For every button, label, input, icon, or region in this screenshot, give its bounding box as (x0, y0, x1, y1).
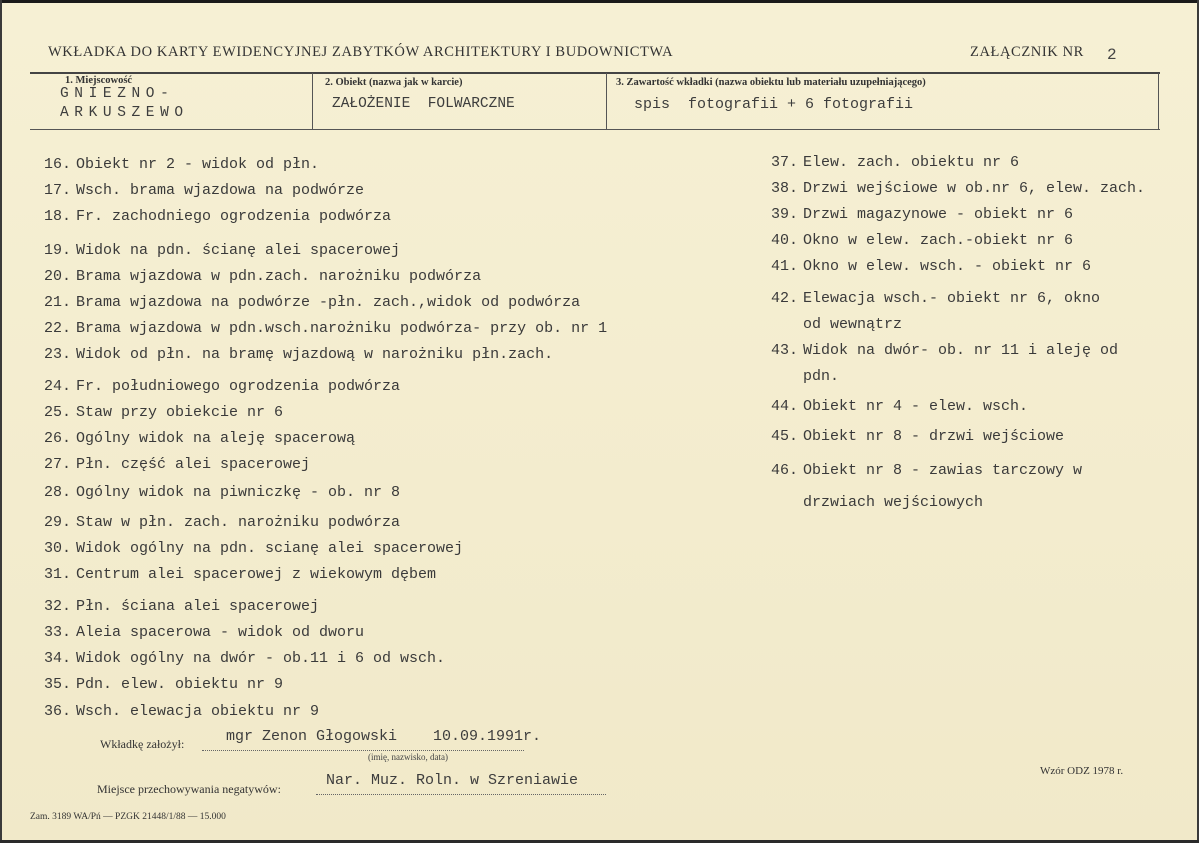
entry-text: Fr. zachodniego ogrodzenia podwórza (76, 208, 392, 225)
left-list-item (33, 346, 553, 363)
storage-value: Nar. Muz. Roln. w Szreniawie (326, 772, 579, 789)
entry-text: Okno w elew. zach.-obiekt nr 6 (803, 232, 1074, 249)
annex-number: 2 (1107, 46, 1117, 64)
left-list-item (33, 703, 319, 720)
object-value: ZAŁOŻENIE FOLWARCZNE (332, 96, 515, 112)
left-list-item (33, 404, 283, 421)
content-label: 3. Zawartość wkładki (nazwa obiektu lub materiału uzupełniającego) (616, 77, 926, 88)
entry-number: 37. (770, 154, 798, 171)
entry-text: Drzwi magazynowe - obiekt nr 6 (803, 206, 1074, 223)
entry-text: Brama wjazdowa w pdn.wsch.narożniku podwórza- przy ob. nr 1 (76, 320, 608, 337)
entry-number: 39. (770, 206, 798, 223)
entry-text: Drzwi wejściowe w ob.nr 6, elew. zach. (803, 180, 1146, 197)
left-list-item (33, 156, 319, 173)
annex-label: ZAŁĄCZNIK NR (970, 44, 1084, 60)
entry-number: 29. (43, 514, 71, 531)
entry-text: Płn. część alei spacerowej (76, 456, 311, 473)
entry-number: 42. (770, 290, 798, 307)
entry-number: 34. (43, 650, 71, 667)
entry-text: Elew. zach. obiektu nr 6 (803, 154, 1020, 171)
entry-text: Obiekt nr 8 - zawias tarczowy w (803, 462, 1083, 479)
entry-text: Aleia spacerowa - widok od dworu (76, 624, 365, 641)
entry-number: 19. (43, 242, 71, 259)
author-label: Wkładkę założył: (100, 737, 185, 751)
entry-number: 16. (43, 156, 71, 173)
entry-number: 22. (43, 320, 71, 337)
entry-number: 27. (43, 456, 71, 473)
left-list-item (33, 650, 445, 667)
entry-text: Widok od płn. na bramę wjazdową w narożniku płn.zach. (76, 346, 554, 363)
right-list-item (760, 258, 1091, 275)
left-list-item (33, 676, 283, 693)
entry-number: 44. (770, 398, 798, 415)
entry-number: 32. (43, 598, 71, 615)
right-list-item (760, 368, 839, 385)
left-list-item (33, 566, 436, 583)
locality-value-line1: GNIEZNO- (60, 86, 175, 102)
left-list-item (33, 320, 607, 337)
entry-text: Okno w elew. wsch. - obiekt nr 6 (803, 258, 1092, 275)
right-list-item (760, 428, 1064, 445)
author-caption: (imię, nazwisko, data) (368, 752, 448, 762)
field-box-top-rule (30, 72, 1160, 74)
content-value: spis fotografii + 6 fotografii (634, 96, 914, 113)
entry-number: 18. (43, 208, 71, 225)
left-list-item (33, 598, 319, 615)
entry-text: Obiekt nr 8 - drzwi wejściowe (803, 428, 1065, 445)
entry-number: 43. (770, 342, 798, 359)
print-info: Zam. 3189 WA/Pń — PZGK 21448/1/88 — 15.000 (30, 812, 226, 822)
right-list-item (760, 180, 1145, 197)
entry-number: 38. (770, 180, 798, 197)
left-list-item (33, 378, 400, 395)
entry-text: Widok ogólny na dwór - ob.11 i 6 od wsch. (76, 650, 446, 667)
field-divider-right (1158, 73, 1159, 129)
left-list-item (33, 540, 463, 557)
entry-text: od wewnątrz (803, 316, 903, 333)
entry-text: Obiekt nr 4 - elew. wsch. (803, 398, 1029, 415)
page-edge-left (0, 0, 2, 843)
entry-number: 36. (43, 703, 71, 720)
left-list-item (33, 208, 391, 225)
entry-number: 30. (43, 540, 71, 557)
storage-label: Miejsce przechowywania negatywów: (97, 782, 281, 796)
entry-text: drzwiach wejściowych (803, 494, 984, 511)
entry-text: Brama wjazdowa na podwórze -płn. zach.,widok od podwórza (76, 294, 581, 311)
entry-text: Płn. ściana alei spacerowej (76, 598, 320, 615)
right-list-item (760, 290, 1100, 307)
left-list-item (33, 268, 481, 285)
left-list-item (33, 456, 310, 473)
right-list-item (760, 342, 1118, 359)
author-value: mgr Zenon Głogowski 10.09.1991r. (226, 728, 542, 745)
right-list-item (760, 206, 1073, 223)
field-divider-1 (312, 73, 313, 129)
field-box-bottom-rule (30, 129, 1160, 130)
entry-text: pdn. (803, 368, 840, 385)
form-title: WKŁADKA DO KARTY EWIDENCYJNEJ ZABYTKÓW ARCHITEKTURY I BUDOWNICTWA (48, 44, 674, 60)
entry-number: 21. (43, 294, 71, 311)
entry-text: Obiekt nr 2 - widok od płn. (76, 156, 320, 173)
locality-label: 1. Miejscowość (65, 75, 133, 86)
entry-text: Ogólny widok na piwniczkę - ob. nr 8 (76, 484, 401, 501)
entry-number: 46. (770, 462, 798, 479)
right-list-item (760, 232, 1073, 249)
entry-number: 28. (43, 484, 71, 501)
entry-number: 35. (43, 676, 71, 693)
left-list-item (33, 624, 364, 641)
right-list-item (760, 462, 1082, 479)
entry-text: Widok na pdn. ścianę alei spacerowej (76, 242, 401, 259)
left-list-item (33, 182, 364, 199)
entry-text: Centrum alei spacerowej z wiekowym dębem (76, 566, 437, 583)
entry-text: Widok ogólny na pdn. scianę alei spacerowej (76, 540, 464, 557)
entry-number: 23. (43, 346, 71, 363)
entry-text: Brama wjazdowa w pdn.zach. narożniku podwórza (76, 268, 482, 285)
form-template-note: Wzór ODZ 1978 r. (1040, 765, 1124, 777)
entry-number: 24. (43, 378, 71, 395)
entry-text: Widok na dwór- ob. nr 11 i aleję od (803, 342, 1119, 359)
left-list-item (33, 484, 400, 501)
field-divider-2 (606, 73, 607, 129)
entry-number: 45. (770, 428, 798, 445)
entry-text: Elewacja wsch.- obiekt nr 6, okno (803, 290, 1101, 307)
entry-number: 41. (770, 258, 798, 275)
left-list-item (33, 514, 400, 531)
left-list-item (33, 294, 580, 311)
left-list-item (33, 242, 400, 259)
entry-number: 20. (43, 268, 71, 285)
right-list-item (760, 398, 1028, 415)
entry-number: 31. (43, 566, 71, 583)
author-dotted-line (202, 750, 524, 751)
locality-value-line2: ARKUSZEWO (60, 105, 189, 121)
entry-text: Ogólny widok na aleję spacerową (76, 430, 356, 447)
left-list-item (33, 430, 355, 447)
entry-text: Fr. południowego ogrodzenia podwórza (76, 378, 401, 395)
object-label: 2. Obiekt (nazwa jak w karcie) (325, 77, 463, 88)
entry-text: Staw przy obiekcie nr 6 (76, 404, 284, 421)
right-list-item (760, 154, 1019, 171)
right-list-item (760, 316, 902, 333)
right-list-item (760, 494, 983, 511)
entry-number: 33. (43, 624, 71, 641)
page-edge-top (0, 0, 1199, 3)
entry-number: 25. (43, 404, 71, 421)
entry-text: Pdn. elew. obiektu nr 9 (76, 676, 284, 693)
entry-number: 40. (770, 232, 798, 249)
entry-number: 17. (43, 182, 71, 199)
entry-number: 26. (43, 430, 71, 447)
entry-text: Staw w płn. zach. narożniku podwórza (76, 514, 401, 531)
entry-text: Wsch. brama wjazdowa na podwórze (76, 182, 365, 199)
entry-text: Wsch. elewacja obiektu nr 9 (76, 703, 320, 720)
storage-dotted-line (316, 794, 606, 795)
